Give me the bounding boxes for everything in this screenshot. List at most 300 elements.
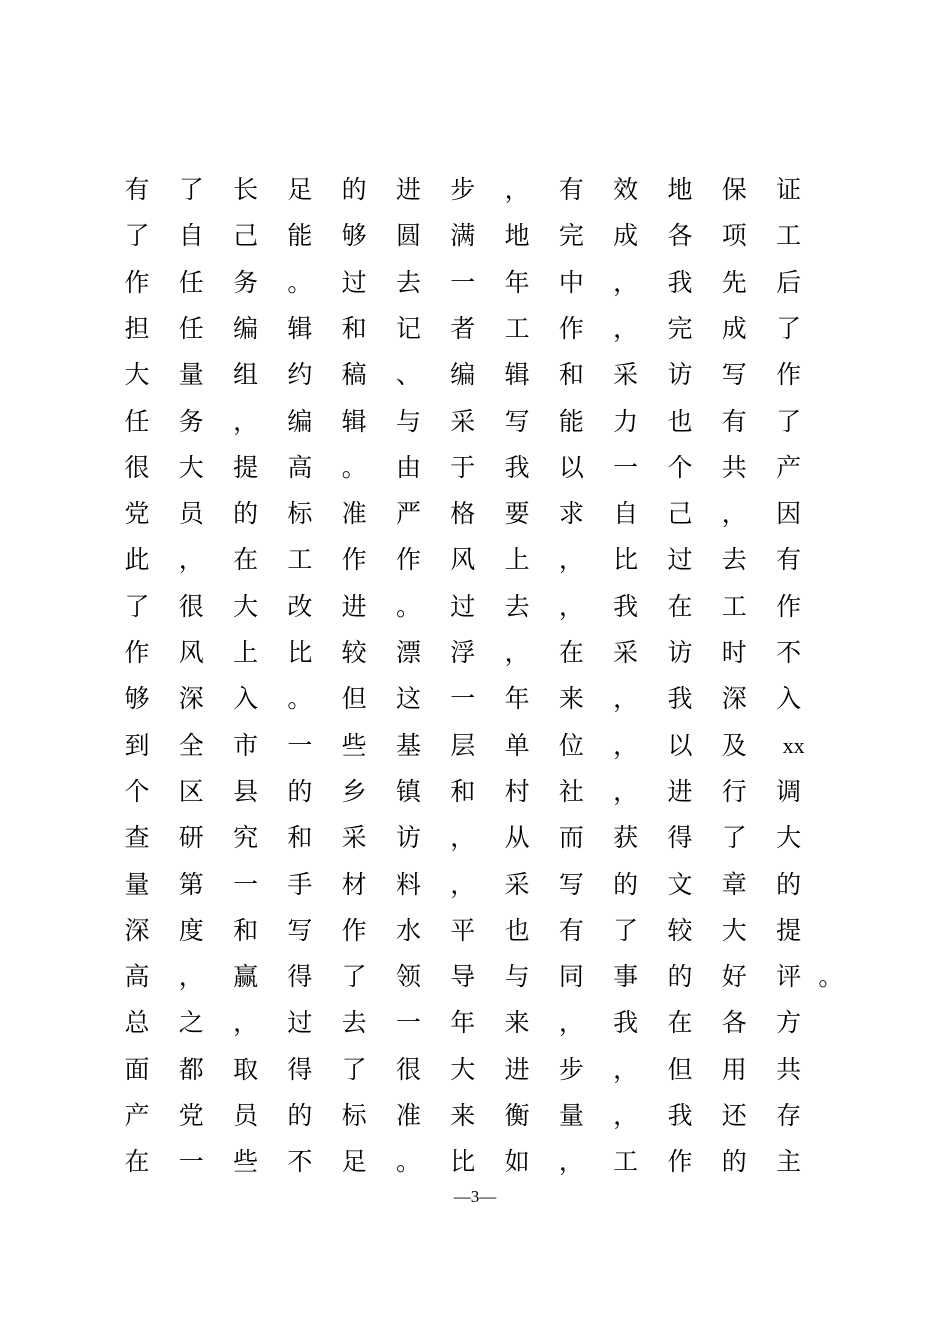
text-char: 准 [341,499,367,529]
text-char: 进 [667,776,693,806]
text-line [122,175,842,215]
text-char: 我 [667,1101,693,1130]
text-char: 究 [233,823,259,853]
text-char: 因 [776,499,802,529]
text-line [122,592,842,632]
text-char: 担 [124,313,150,343]
text-char: 研 [178,823,204,853]
text-char: 产 [124,1101,150,1130]
text-char: 第 [178,869,204,899]
text-char: 进 [395,175,421,204]
text-char: 市 [233,730,259,760]
text-char: 上 [504,545,530,575]
text-char: 要 [504,499,530,529]
text-char: 不 [776,638,802,667]
text-char: ， [504,175,530,204]
text-char: 一 [613,452,639,482]
text-char: 面 [124,1054,150,1084]
text-char: 赢 [233,962,259,992]
text-char: 浮 [450,638,476,667]
text-char: 料 [395,869,421,899]
text-char: 工 [287,545,313,575]
text-char: 标 [341,1101,367,1130]
text-char: 任 [124,406,150,436]
text-char: 总 [124,1008,150,1038]
text-char: ， [613,730,639,760]
text-char: 基 [395,730,421,760]
text-char: 深 [178,684,204,714]
text-char: 有 [721,406,747,436]
text-char: 导 [450,962,476,992]
text-char: 采 [450,406,476,436]
text-char: 入 [776,684,802,714]
text-char: 满 [450,221,476,251]
text-char: 量 [124,869,150,899]
text-char: 工 [776,221,802,251]
text-char: 去 [721,545,747,575]
text-char: 我 [613,1008,639,1038]
text-char: 有 [558,915,584,945]
text-char: ， [613,1101,639,1130]
text-char: 很 [124,452,150,482]
text-char: 先 [721,267,747,297]
text-char: 稿 [341,360,367,390]
text-char: 采 [613,360,639,390]
text-char: 成 [613,221,639,251]
text-char: 作 [395,545,421,575]
text-char: 工 [721,591,747,621]
text-char: 和 [558,360,584,390]
text-char: 调 [776,776,802,806]
text-char: 量 [178,360,204,390]
text-char: 比 [613,545,639,575]
text-char: 还 [721,1101,747,1130]
text-line [122,360,842,400]
text-char: 提 [776,915,802,945]
text-char: 些 [233,1147,259,1177]
text-char: 在 [124,1147,150,1177]
text-line [122,916,842,956]
text-char: 访 [667,638,693,667]
text-char: 平 [450,915,476,945]
text-char: ， [558,1008,584,1038]
text-char: 作 [558,313,584,343]
text-char: 高 [124,962,150,992]
text-char: 者 [450,313,476,343]
text-char: 社 [558,776,584,806]
text-char: 行 [721,776,747,806]
text-line [122,684,842,724]
text-char: 但 [341,684,367,714]
text-char: 以 [558,452,584,482]
text-char: 作 [341,545,367,575]
text-line [122,407,842,447]
text-char: 产 [776,452,802,482]
page-number: —3— [453,1187,497,1206]
text-char: 手 [287,869,313,899]
text-char: 编 [450,360,476,390]
text-char: 。 [818,962,844,992]
text-char: 己 [233,221,259,251]
text-char: 记 [395,313,421,343]
text-char: 去 [395,267,421,297]
text-char: 漂 [395,638,421,667]
text-char: 采 [341,823,367,853]
text-char: 入 [233,684,259,714]
text-char: 的 [287,1101,313,1130]
text-char: 衡 [504,1101,530,1130]
text-char: 镇 [395,776,421,806]
text-char: 风 [178,638,204,667]
text-char: 之 [178,1008,204,1038]
text-char: 也 [504,915,530,945]
text-char: ， [450,823,476,853]
text-char: 保 [721,175,747,204]
text-char: 查 [124,823,150,853]
text-char: 。 [395,591,421,621]
text-char: 作 [124,267,150,297]
text-char: 地 [667,175,693,204]
text-char: 。 [395,1147,421,1177]
text-line [122,1008,842,1048]
text-char: 各 [721,1008,747,1038]
text-char: 作 [776,360,802,390]
text-char: 及 [721,730,747,760]
text-char: 的 [776,869,802,899]
text-char: 如 [504,1147,530,1177]
text-char: 、 [395,360,421,390]
text-char: 写 [504,406,530,436]
text-char: ， [721,499,747,529]
text-char: 共 [721,452,747,482]
text-line [122,1147,842,1187]
text-char: 年 [504,267,530,297]
text-char: 步 [558,1054,584,1084]
text-char: 后 [776,267,802,297]
text-char: 改 [287,591,313,621]
text-line [122,1101,842,1141]
text-line [122,638,842,678]
text-char: 领 [395,962,421,992]
text-char: 过 [667,545,693,575]
text-char: 而 [558,823,584,853]
text-char: 乡 [341,776,367,806]
text-char: 一 [450,267,476,297]
text-char: 任 [178,267,204,297]
text-char: 由 [395,452,421,482]
text-char: 提 [233,452,259,482]
text-char: 量 [558,1101,584,1130]
text-char: 与 [395,406,421,436]
text-char: 了 [613,915,639,945]
text-char: 取 [233,1054,259,1084]
text-char: 地 [504,221,530,251]
text-char: 较 [667,915,693,945]
text-char: 去 [504,591,530,621]
text-char: 步 [450,175,476,204]
text-char: 我 [667,267,693,297]
text-char: 有 [776,545,802,575]
text-char: 能 [287,221,313,251]
text-char: 材 [341,869,367,899]
text-char: 足 [341,1147,367,1177]
text-char: ， [558,545,584,575]
text-char: ， [233,1008,259,1038]
text-char: 和 [287,823,313,853]
text-char: 过 [287,1008,313,1038]
text-char: 村 [504,776,530,806]
text-char: 得 [287,962,313,992]
text-char: ， [450,869,476,899]
text-char: 在 [667,591,693,621]
text-char: 准 [395,1101,421,1130]
text-char: 作 [341,915,367,945]
text-char: 有 [558,175,584,204]
text-char: 年 [504,684,530,714]
text-char: 的 [233,499,259,529]
text-char: 从 [504,823,530,853]
text-char: 大 [178,452,204,482]
text-char: 工 [504,313,530,343]
text-char: 够 [124,684,150,714]
text-char: 过 [450,591,476,621]
text-line [122,1055,842,1095]
text-char: 很 [395,1054,421,1084]
text-char: ， [613,684,639,714]
text-char: ， [233,406,259,436]
text-char: 了 [776,313,802,343]
text-char: 比 [287,638,313,667]
text-char: 严 [395,499,421,529]
text-char: ， [558,1147,584,1177]
text-char: 章 [721,869,747,899]
text-char: 层 [450,730,476,760]
text-char: 自 [178,221,204,251]
text-char: 一 [178,1147,204,1177]
text-char: 党 [124,499,150,529]
text-char: 区 [178,776,204,806]
text-char: 和 [341,313,367,343]
text-char: 获 [613,823,639,853]
text-line [122,268,842,308]
text-char: 个 [667,452,693,482]
text-char: 全 [178,730,204,760]
text-line [122,777,842,817]
text-char: 的 [341,175,367,204]
text-char: 我 [667,684,693,714]
text-char: 访 [395,823,421,853]
text-char: 一 [395,1008,421,1038]
text-char: 大 [450,1054,476,1084]
text-char: 完 [558,221,584,251]
text-char: 任 [178,313,204,343]
text-char: 自 [613,499,639,529]
text-char: 水 [395,915,421,945]
text-char: 在 [667,1008,693,1038]
text-char: 完 [667,313,693,343]
text-char: 足 [287,175,313,204]
text-char: 度 [178,915,204,945]
text-char: 过 [341,267,367,297]
text-char: 来 [504,1008,530,1038]
text-char: 进 [504,1054,530,1084]
text-char: 县 [233,776,259,806]
text-line [122,314,842,354]
text-char: 得 [287,1054,313,1084]
text-line [122,962,842,1002]
text-char: 一 [450,684,476,714]
text-line [122,545,842,585]
text-char: 访 [667,360,693,390]
text-char: 事 [613,962,639,992]
text-char: 约 [287,360,313,390]
text-char: 上 [233,638,259,667]
text-line [122,499,842,539]
text-char: 成 [721,313,747,343]
text-char: 一 [233,869,259,899]
text-char: 存 [776,1101,802,1130]
text-char: 有 [124,175,150,204]
text-char: ， [613,776,639,806]
text-char: 了 [124,221,150,251]
text-char: 了 [776,406,802,436]
text-char: 得 [667,823,693,853]
text-char: 了 [341,1054,367,1084]
text-char: 来 [558,684,584,714]
text-char: 各 [667,221,693,251]
text-char: 位 [558,730,584,760]
text-char: 员 [178,499,204,529]
text-char: 在 [233,545,259,575]
text-char: ， [613,313,639,343]
text-char: 年 [450,1008,476,1038]
text-line [122,870,842,910]
text-char: 单 [504,730,530,760]
text-char: 务 [233,267,259,297]
text-char: 写 [287,915,313,945]
text-char: 组 [233,360,259,390]
text-char: 方 [776,1008,802,1038]
text-char: 。 [287,684,313,714]
text-char: 和 [233,915,259,945]
text-char: 都 [178,1054,204,1084]
text-char: 员 [233,1101,259,1130]
text-char: 大 [721,915,747,945]
text-char: 编 [233,313,259,343]
text-char: 去 [341,1008,367,1038]
text-char: 标 [287,499,313,529]
text-char: 的 [721,1147,747,1177]
text-char: 评 [776,962,802,992]
text-char: 写 [558,869,584,899]
text-char: ， [613,267,639,297]
text-char: 用 [721,1054,747,1084]
text-line [122,453,842,493]
text-char: 辑 [287,313,313,343]
text-char: 此 [124,545,150,575]
text-char: 于 [450,452,476,482]
text-char: 了 [124,591,150,621]
text-char: 高 [287,452,313,482]
text-char: 中 [558,267,584,297]
text-char: ， [558,591,584,621]
text-char: 党 [178,1101,204,1130]
text-char: 文 [667,869,693,899]
text-char: 作 [776,591,802,621]
text-char: 圆 [395,221,421,251]
text-char: 深 [721,684,747,714]
text-char: 来 [450,1101,476,1130]
text-char: 共 [776,1054,802,1084]
text-char: 比 [450,1147,476,1177]
text-char: 的 [287,776,313,806]
text-char: 编 [287,406,313,436]
text-char: 一 [287,730,313,760]
text-char: 不 [287,1147,313,1177]
text-line [122,221,842,261]
text-line [122,823,842,863]
text-char: 作 [667,1147,693,1177]
text-char: 我 [613,591,639,621]
text-char: 好 [721,962,747,992]
text-char: 到 [124,730,150,760]
text-char: 大 [124,360,150,390]
text-char: 的 [613,869,639,899]
text-char: 大 [776,823,802,853]
text-char: 力 [613,406,639,436]
text-char: 。 [287,267,313,297]
text-char: 采 [504,869,530,899]
text-char: 格 [450,499,476,529]
text-char: 和 [450,776,476,806]
text-char: 己 [667,499,693,529]
text-line [122,731,842,771]
text-char: ， [178,962,204,992]
text-char: 写 [721,360,747,390]
text-char: 时 [721,638,747,667]
text-char: ， [613,1054,639,1084]
text-char: 较 [341,638,367,667]
text-char: 务 [178,406,204,436]
text-char: 求 [558,499,584,529]
text-char: 但 [667,1054,693,1084]
text-char: 深 [124,915,150,945]
text-char: 同 [558,962,584,992]
text-char: 效 [613,175,639,204]
text-char: 些 [341,730,367,760]
text-char: 辑 [341,406,367,436]
text-char: 风 [450,545,476,575]
text-char: 进 [341,591,367,621]
text-char: 与 [504,962,530,992]
text-char: 个 [124,776,150,806]
text-char: 以 [667,730,693,760]
text-char: 我 [504,452,530,482]
text-char: 很 [178,591,204,621]
text-char: 主 [776,1147,802,1177]
text-char: ， [504,638,530,667]
text-char: 在 [558,638,584,667]
text-char: 这 [395,684,421,714]
text-char: 了 [341,962,367,992]
text-char: 长 [233,175,259,204]
text-char: 了 [178,175,204,204]
text-char: ， [178,545,204,575]
text-char: 项 [721,221,747,251]
text-char: 证 [776,175,802,204]
text-char: 的 [667,962,693,992]
text-char: 能 [558,406,584,436]
